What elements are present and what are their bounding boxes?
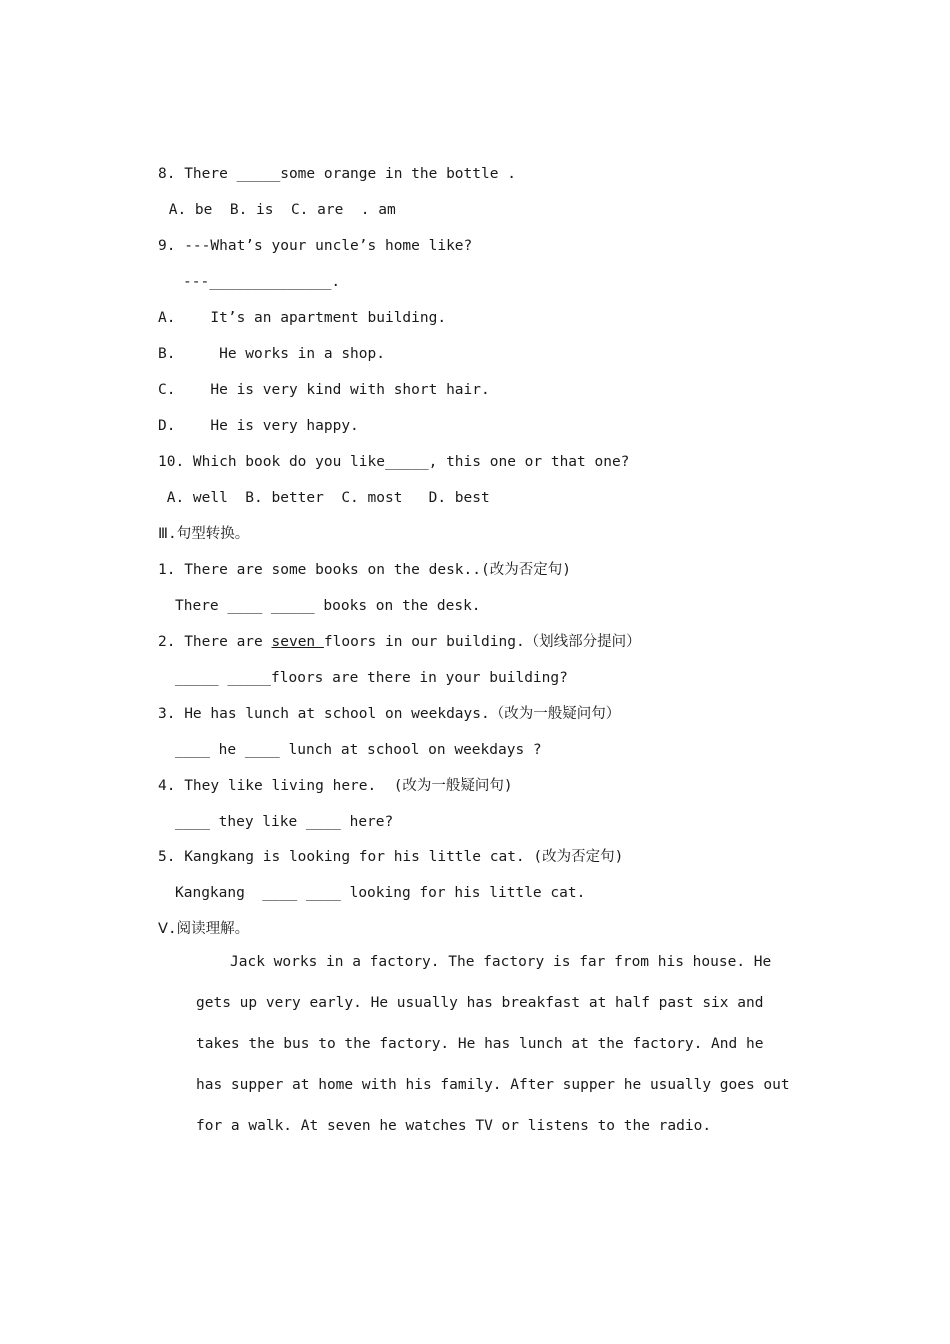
transform-a4: ____ they like ____ here? [175, 814, 394, 830]
q9-option-c: C. He is very kind with short hair. [158, 382, 490, 398]
section-3-heading: Ⅲ.句型转换。 [158, 526, 250, 542]
transform-a1: There ____ _____ books on the desk. [175, 598, 481, 614]
reading-passage-text: Jack works in a factory. The factory is far from his house. He gets up very early. He usually has breakfast at half past six and takes the bus to the factory. He has lunch at the factory. And he has supper at home with his family. After supper he usually goes out for a walk. At seven he watches TV or listens to the radio. [196, 954, 790, 1134]
transform-q1: 1. There are some books on the desk..(改为否定句) [158, 562, 571, 578]
transform-q2-post: floors in our building.（划线部分提问） [323, 634, 641, 650]
q10-stem: 10. Which book do you like_____, this one or that one? [158, 454, 630, 470]
q10-options: A. well B. better C. most D. best [158, 490, 490, 506]
q9-option-d: D. He is very happy. [158, 418, 359, 434]
transform-q2 [158, 632, 641, 652]
transform-q5: 5. Kangkang is looking for his little cat. (改为否定句) [158, 849, 624, 865]
transform-q3: 3. He has lunch at school on weekdays.（改为一般疑问句） [158, 706, 621, 722]
transform-q2-underlined: seven [271, 634, 324, 650]
transform-a5: Kangkang ____ ____ looking for his little cat. [175, 885, 586, 901]
transform-a3: ____ he ____ lunch at school on weekdays ? [175, 742, 542, 758]
q9-answer-blank: ---______________. [183, 274, 341, 290]
transform-a2: _____ _____floors are there in your building? [175, 670, 568, 686]
q8-options: A. be B. is C. are . am [160, 202, 396, 218]
q9-option-b: B. He works in a shop. [158, 346, 385, 362]
reading-passage [196, 942, 796, 1147]
q9-stem: 9. ---What’s your uncle’s home like? [158, 238, 473, 254]
q9-option-a: A. It’s an apartment building. [158, 310, 447, 326]
transform-q4: 4. They like living here. (改为一般疑问句) [158, 778, 513, 794]
q8-stem: 8. There _____some orange in the bottle . [158, 166, 516, 182]
section-5-heading: Ⅴ.阅读理解。 [158, 921, 250, 937]
transform-q2-pre: 2. There are [158, 634, 272, 650]
